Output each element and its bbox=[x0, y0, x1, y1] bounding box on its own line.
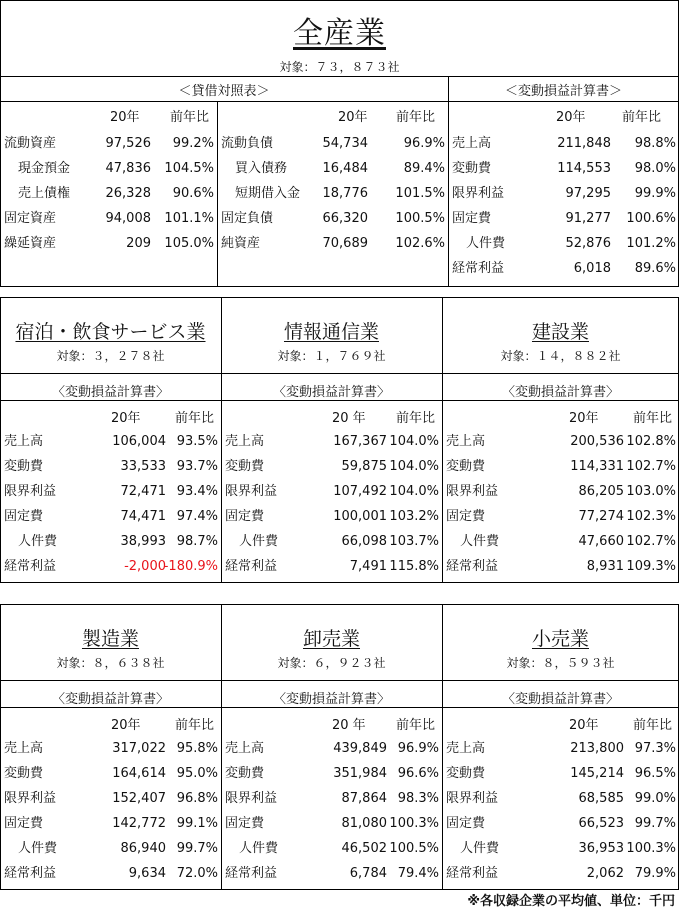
sector-divider bbox=[0, 400, 679, 401]
sector-count: 対象：１４，８８２社 bbox=[500, 349, 621, 363]
row-value: 145,214 bbox=[570, 766, 624, 781]
row-value: 46,502 bbox=[341, 841, 387, 856]
table-row bbox=[448, 131, 679, 156]
table-row bbox=[448, 256, 679, 281]
row-value: 70,689 bbox=[322, 236, 368, 251]
row-value: 68,585 bbox=[578, 791, 624, 806]
row-value: 211,848 bbox=[557, 136, 611, 151]
sector-pl-title: 〈変動損益計算書〉 bbox=[501, 692, 619, 707]
row-label: 固定負債 bbox=[221, 211, 274, 226]
row-label: 経常利益 bbox=[446, 559, 499, 574]
row-yoy: 98.8% bbox=[634, 136, 676, 151]
row-label: 人件費 bbox=[460, 534, 500, 549]
row-label: 変動費 bbox=[225, 459, 265, 474]
row-value: 167,367 bbox=[333, 434, 387, 449]
bs-right-col-year: 20年 bbox=[338, 110, 368, 125]
row-label: 固定費 bbox=[446, 816, 486, 831]
sector-divider bbox=[0, 680, 679, 681]
row-value: 47,660 bbox=[578, 534, 624, 549]
row-value: 200,536 bbox=[570, 434, 624, 449]
row-value: 16,484 bbox=[322, 161, 368, 176]
row-value: 97,295 bbox=[565, 186, 611, 201]
row-yoy: 100.5% bbox=[389, 841, 439, 856]
sector-pl-title: 〈変動損益計算書〉 bbox=[272, 385, 390, 400]
row-label: 固定費 bbox=[452, 211, 492, 226]
sector-separator bbox=[442, 297, 443, 583]
row-yoy: 100.5% bbox=[395, 211, 445, 226]
sector-pl-title: 〈変動損益計算書〉 bbox=[272, 692, 390, 707]
sector-col-yoy: 前年比 bbox=[633, 411, 673, 426]
sector-title: 建設業 bbox=[531, 321, 589, 343]
row-value: 7,491 bbox=[349, 559, 387, 574]
sector-divider bbox=[0, 707, 679, 708]
row-yoy: 103.2% bbox=[389, 509, 439, 524]
row-value: 6,018 bbox=[573, 261, 611, 276]
row-yoy: 97.4% bbox=[176, 509, 218, 524]
table-row bbox=[448, 206, 679, 231]
row-value: 72,471 bbox=[120, 484, 166, 499]
row-value: 106,004 bbox=[112, 434, 166, 449]
overall-pl-table bbox=[448, 131, 679, 281]
row-value: 142,772 bbox=[112, 816, 166, 831]
row-label: 買入債務 bbox=[235, 161, 288, 176]
bs-left-col-yoy: 前年比 bbox=[170, 110, 210, 125]
row-value: 36,953 bbox=[578, 841, 624, 856]
sector-pl-title: 〈変動損益計算書〉 bbox=[501, 385, 619, 400]
row-value: 97,526 bbox=[105, 136, 151, 151]
row-value: 74,471 bbox=[120, 509, 166, 524]
table-row bbox=[217, 156, 448, 181]
row-label: 流動負債 bbox=[221, 136, 274, 151]
sector-row-frame bbox=[0, 604, 679, 890]
table-row bbox=[217, 206, 448, 231]
row-value: 66,320 bbox=[322, 211, 368, 226]
row-yoy: 98.7% bbox=[176, 534, 218, 549]
row-label: 限界利益 bbox=[446, 791, 499, 806]
row-label: 固定費 bbox=[225, 509, 265, 524]
row-yoy: 115.8% bbox=[389, 559, 439, 574]
row-label: 売上高 bbox=[4, 741, 44, 756]
row-value: 66,523 bbox=[578, 816, 624, 831]
sector-col-year: 20年 bbox=[111, 411, 141, 426]
row-label: 限界利益 bbox=[225, 791, 278, 806]
row-value: 351,984 bbox=[333, 766, 387, 781]
row-value: -2,000 bbox=[124, 559, 166, 574]
row-label: 変動費 bbox=[4, 766, 44, 781]
row-yoy: 100.6% bbox=[626, 211, 676, 226]
sector-col-yoy: 前年比 bbox=[396, 411, 436, 426]
row-value: 9,634 bbox=[128, 866, 166, 881]
row-yoy: 96.5% bbox=[634, 766, 676, 781]
sector-count: 対象：６，９２３社 bbox=[277, 656, 386, 670]
table-row bbox=[217, 131, 448, 156]
sector-separator bbox=[442, 604, 443, 890]
balance-sheet-assets bbox=[0, 131, 217, 256]
row-value: 81,080 bbox=[341, 816, 387, 831]
row-label: 経常利益 bbox=[446, 866, 499, 881]
row-yoy: 103.0% bbox=[626, 484, 676, 499]
row-yoy: 105.0% bbox=[164, 236, 214, 251]
row-label: 人件費 bbox=[18, 841, 58, 856]
row-yoy: 102.8% bbox=[626, 434, 676, 449]
row-value: 439,849 bbox=[333, 741, 387, 756]
row-value: 209 bbox=[126, 236, 151, 251]
row-label: 固定費 bbox=[4, 816, 44, 831]
row-value: 26,328 bbox=[105, 186, 151, 201]
row-yoy: 98.0% bbox=[634, 161, 676, 176]
row-yoy: 104.5% bbox=[164, 161, 214, 176]
row-label: 人件費 bbox=[460, 841, 500, 856]
row-value: 87,864 bbox=[341, 791, 387, 806]
row-label: 限界利益 bbox=[452, 186, 505, 201]
row-label: 売上高 bbox=[225, 434, 265, 449]
row-label: 変動費 bbox=[225, 766, 265, 781]
table-row bbox=[0, 156, 217, 181]
sector-col-yoy: 前年比 bbox=[175, 411, 215, 426]
row-value: 18,776 bbox=[322, 186, 368, 201]
sector-title: 卸売業 bbox=[302, 628, 360, 650]
row-label: 人件費 bbox=[18, 534, 58, 549]
row-yoy: 99.9% bbox=[634, 186, 676, 201]
row-yoy: 98.3% bbox=[397, 791, 439, 806]
row-yoy: 104.0% bbox=[389, 459, 439, 474]
pl-title: ＜変動損益計算書＞ bbox=[504, 84, 622, 99]
row-yoy: 89.4% bbox=[403, 161, 445, 176]
row-yoy: 97.3% bbox=[634, 741, 676, 756]
row-value: 94,008 bbox=[105, 211, 151, 226]
row-label: 変動費 bbox=[446, 459, 486, 474]
row-value: 86,205 bbox=[578, 484, 624, 499]
row-yoy: 101.2% bbox=[626, 236, 676, 251]
row-label: 現金預金 bbox=[18, 161, 71, 176]
row-yoy: 96.8% bbox=[176, 791, 218, 806]
sector-col-yoy: 前年比 bbox=[175, 718, 215, 733]
row-value: 86,940 bbox=[120, 841, 166, 856]
sector-col-year: 20 年 bbox=[332, 718, 366, 733]
row-yoy: 96.9% bbox=[403, 136, 445, 151]
row-yoy: 104.0% bbox=[389, 434, 439, 449]
row-yoy: 99.0% bbox=[634, 791, 676, 806]
pl-col-year: 20年 bbox=[556, 110, 586, 125]
sector-title: 製造業 bbox=[81, 628, 139, 650]
row-label: 変動費 bbox=[446, 766, 486, 781]
sector-separator bbox=[221, 604, 222, 890]
sector-col-year: 20年 bbox=[569, 411, 599, 426]
row-label: 短期借入金 bbox=[235, 186, 301, 201]
row-value: 213,800 bbox=[570, 741, 624, 756]
row-value: 114,331 bbox=[570, 459, 624, 474]
row-label: 人件費 bbox=[239, 534, 279, 549]
sector-count: 対象：８，５９３社 bbox=[506, 656, 615, 670]
row-yoy: 96.6% bbox=[397, 766, 439, 781]
row-yoy: -180.9% bbox=[163, 559, 218, 574]
row-label: 流動資産 bbox=[4, 136, 57, 151]
sector-count: 対象：３，２７８社 bbox=[56, 349, 165, 363]
row-label: 限界利益 bbox=[446, 484, 499, 499]
sector-title: 情報通信業 bbox=[283, 321, 379, 343]
row-yoy: 95.0% bbox=[176, 766, 218, 781]
table-row bbox=[0, 131, 217, 156]
row-label: 経常利益 bbox=[225, 559, 278, 574]
sector-pl-title: 〈変動損益計算書〉 bbox=[51, 692, 169, 707]
row-yoy: 99.1% bbox=[176, 816, 218, 831]
sector-title: 宿泊・飲食サービス業 bbox=[15, 321, 206, 343]
row-label: 経常利益 bbox=[4, 866, 57, 881]
row-label: 固定費 bbox=[4, 509, 44, 524]
row-label: 限界利益 bbox=[4, 791, 57, 806]
row-yoy: 72.0% bbox=[176, 866, 218, 881]
table-row bbox=[448, 181, 679, 206]
row-yoy: 100.3% bbox=[626, 841, 676, 856]
row-yoy: 102.3% bbox=[626, 509, 676, 524]
row-label: 限界利益 bbox=[225, 484, 278, 499]
footnote: ※各収録企業の平均値、単位：千円 bbox=[467, 894, 675, 909]
row-yoy: 102.7% bbox=[626, 459, 676, 474]
bs-title: ＜貸借対照表＞ bbox=[178, 84, 270, 99]
row-label: 変動費 bbox=[452, 161, 492, 176]
table-row bbox=[0, 231, 217, 256]
row-yoy: 104.0% bbox=[389, 484, 439, 499]
overall-header-divider bbox=[0, 101, 679, 102]
row-label: 純資産 bbox=[221, 236, 261, 251]
table-row bbox=[217, 231, 448, 256]
row-value: 317,022 bbox=[112, 741, 166, 756]
row-label: 経常利益 bbox=[452, 261, 505, 276]
sector-col-year: 20年 bbox=[111, 718, 141, 733]
row-yoy: 93.7% bbox=[176, 459, 218, 474]
row-yoy: 102.7% bbox=[626, 534, 676, 549]
table-row bbox=[217, 181, 448, 206]
row-yoy: 79.9% bbox=[634, 866, 676, 881]
row-label: 人件費 bbox=[239, 841, 279, 856]
overall-count: 対象：７３，８７３社 bbox=[279, 60, 400, 74]
row-value: 66,098 bbox=[341, 534, 387, 549]
row-value: 114,553 bbox=[557, 161, 611, 176]
table-row bbox=[448, 156, 679, 181]
row-label: 変動費 bbox=[4, 459, 44, 474]
row-label: 繰延資産 bbox=[4, 236, 57, 251]
row-yoy: 79.4% bbox=[397, 866, 439, 881]
row-label: 経常利益 bbox=[225, 866, 278, 881]
pl-col-yoy: 前年比 bbox=[622, 110, 662, 125]
row-yoy: 95.8% bbox=[176, 741, 218, 756]
table-row bbox=[0, 181, 217, 206]
row-value: 152,407 bbox=[112, 791, 166, 806]
row-label: 固定費 bbox=[446, 509, 486, 524]
overall-title: 全産業 bbox=[293, 16, 386, 51]
sector-pl-title: 〈変動損益計算書〉 bbox=[51, 385, 169, 400]
row-yoy: 90.6% bbox=[172, 186, 214, 201]
row-yoy: 99.7% bbox=[634, 816, 676, 831]
row-label: 固定資産 bbox=[4, 211, 57, 226]
row-label: 売上高 bbox=[4, 434, 44, 449]
row-value: 164,614 bbox=[112, 766, 166, 781]
row-value: 77,274 bbox=[578, 509, 624, 524]
table-row bbox=[448, 231, 679, 256]
sector-col-yoy: 前年比 bbox=[396, 718, 436, 733]
sector-title: 小売業 bbox=[531, 628, 589, 650]
row-yoy: 109.3% bbox=[626, 559, 676, 574]
row-yoy: 103.7% bbox=[389, 534, 439, 549]
row-label: 経常利益 bbox=[4, 559, 57, 574]
row-value: 100,001 bbox=[333, 509, 387, 524]
row-value: 91,277 bbox=[565, 211, 611, 226]
row-label: 売上高 bbox=[446, 741, 486, 756]
overall-divider bbox=[0, 76, 679, 77]
row-label: 売上債権 bbox=[18, 186, 71, 201]
row-value: 2,062 bbox=[586, 866, 624, 881]
row-value: 8,931 bbox=[586, 559, 624, 574]
row-yoy: 101.5% bbox=[395, 186, 445, 201]
row-label: 固定費 bbox=[225, 816, 265, 831]
row-yoy: 102.6% bbox=[395, 236, 445, 251]
bs-right-col-yoy: 前年比 bbox=[396, 110, 436, 125]
row-yoy: 93.4% bbox=[176, 484, 218, 499]
sector-count: 対象：１，７６９社 bbox=[277, 349, 386, 363]
sector-divider bbox=[0, 373, 679, 374]
row-yoy: 101.1% bbox=[164, 211, 214, 226]
row-value: 6,784 bbox=[349, 866, 387, 881]
balance-sheet-liabilities bbox=[217, 131, 448, 256]
row-value: 52,876 bbox=[565, 236, 611, 251]
row-yoy: 96.9% bbox=[397, 741, 439, 756]
row-value: 59,875 bbox=[341, 459, 387, 474]
row-value: 33,533 bbox=[120, 459, 166, 474]
row-label: 限界利益 bbox=[4, 484, 57, 499]
table-row bbox=[0, 206, 217, 231]
row-yoy: 100.3% bbox=[389, 816, 439, 831]
sector-count: 対象：８，６３８社 bbox=[56, 656, 165, 670]
row-yoy: 99.7% bbox=[176, 841, 218, 856]
row-value: 47,836 bbox=[105, 161, 151, 176]
row-yoy: 93.5% bbox=[176, 434, 218, 449]
sector-col-year: 20 年 bbox=[332, 411, 366, 426]
sector-col-yoy: 前年比 bbox=[633, 718, 673, 733]
row-value: 54,734 bbox=[322, 136, 368, 151]
row-label: 売上高 bbox=[452, 136, 492, 151]
row-label: 売上高 bbox=[446, 434, 486, 449]
row-yoy: 99.2% bbox=[172, 136, 214, 151]
row-label: 人件費 bbox=[466, 236, 506, 251]
row-yoy: 89.6% bbox=[634, 261, 676, 276]
row-value: 38,993 bbox=[120, 534, 166, 549]
row-value: 107,492 bbox=[333, 484, 387, 499]
sector-row-frame bbox=[0, 297, 679, 583]
sector-separator bbox=[221, 297, 222, 583]
bs-left-col-year: 20年 bbox=[110, 110, 140, 125]
row-label: 売上高 bbox=[225, 741, 265, 756]
sector-col-year: 20年 bbox=[569, 718, 599, 733]
